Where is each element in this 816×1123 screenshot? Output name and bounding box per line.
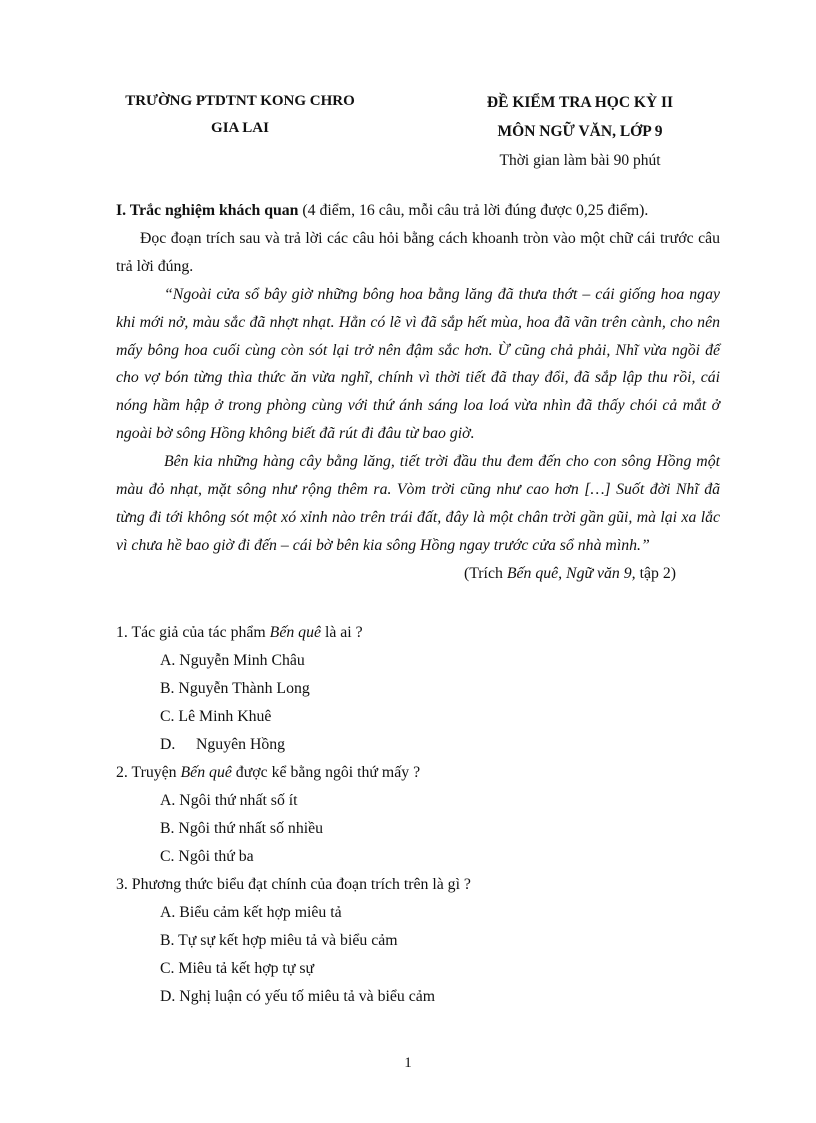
- question-2-option-a: A. Ngôi thứ nhất số ít: [160, 792, 298, 809]
- question-3-option-d: D. Nghị luận có yếu tố miêu tả và biểu cảm: [160, 988, 436, 1005]
- question-1-option-d: D. Nguyên Hồng: [160, 736, 286, 753]
- question-3-option-c: C. Miêu tả kết hợp tự sự: [160, 960, 315, 977]
- section-1: [116, 197, 720, 588]
- school-name: TRƯỜNG PTDTNT KONG CHRO: [125, 93, 355, 109]
- question-3: 3. Phương thức biểu đạt chính của đoạn trích trên là gì ?: [116, 876, 471, 893]
- question-1-option-b: B. Nguyễn Thành Long: [160, 680, 310, 697]
- question-2-option-b: B. Ngôi thứ nhất số nhiều: [160, 820, 324, 837]
- exam-title: ĐỀ KIỂM TRA HỌC KỲ II: [486, 94, 674, 111]
- question-2-option-c: C. Ngôi thứ ba: [160, 848, 254, 865]
- question-1-option-a: A. Nguyễn Minh Châu: [160, 652, 305, 669]
- question-1-option-c: C. Lê Minh Khuê: [160, 708, 272, 725]
- section-1-note: (4 điểm, 16 câu, mỗi câu trả lời đúng được 0,25 điểm).: [298, 202, 649, 219]
- instruction: Đọc đoạn trích sau và trả lời các câu hỏi bằng cách khoanh tròn vào một chữ cái trước câu trả lời đúng.: [116, 229, 720, 275]
- section-1-heading: [116, 197, 720, 225]
- exam-subject: MÔN NGỮ VĂN, LỚP 9: [497, 123, 663, 140]
- question-2: 2. Truyện Bến quê được kể bằng ngôi thứ mấy ?: [116, 764, 421, 781]
- passage-paragraph-1: “Ngoài cửa sổ bây giờ những bông hoa bằng lăng đã thưa thớt – cái giống hoa ngay khi mới nở, màu sắc đã nhợt nhạt. Hẳn có lẽ vì đã sắp hết mùa, hoa đã vãn trên cành, cho nên mấy bông hoa cuối cùng còn sót lại trở nên đậm sắc hơn. Ừ cũng chả phải, Nhĩ vừa ngồi để cho vợ bón từng thìa thức ăn vừa nghĩ, chính vì thời tiết đã thay đổi, đã sắp lập thu rồi, cái nóng hầm hập ở trong phòng cùng với thứ ánh sáng loa loá vừa nhìn đã thấy chói cả mắt ở ngoài bờ sông Hồng không biết đã rút đi đâu từ bao giờ.: [116, 285, 720, 443]
- school-province: GIA LAI: [211, 120, 269, 136]
- question-3-option-b: B. Tự sự kết hợp miêu tả và biểu cảm: [160, 932, 398, 949]
- exam-header: [430, 88, 730, 175]
- section-1-title: I. Trắc nghiệm khách quan: [116, 202, 299, 219]
- question-3-option-a: A. Biểu cảm kết hợp miêu tả: [160, 904, 342, 921]
- exam-time: Thời gian làm bài 90 phút: [499, 152, 661, 169]
- page-number: 1: [404, 1055, 412, 1071]
- school-header: [60, 88, 420, 142]
- passage-source: (Trích Bến quê, Ngữ văn 9, tập 2): [463, 564, 676, 582]
- question-block: [116, 619, 720, 1011]
- source-title: Bến quê, Ngữ văn 9,: [506, 564, 636, 582]
- question-1: 1. Tác giả của tác phẩm Bến quê là ai ?: [116, 624, 363, 641]
- passage-paragraph-2: Bên kia những hàng cây bằng lăng, tiết trời đầu thu đem đến cho con sông Hồng một màu đỏ nhạt, mặt sông như rộng thêm ra. Vòm trời cũng như cao hơn […] Suốt đời Nhĩ đã từng đi tới không sót một xó xỉnh nào trên trái đất, đây là một chân trời gần gũi, mà lại xa lắc vì chưa hề bao giờ đi đến – cái bờ bên kia sông Hồng ngay trước cửa sổ nhà mình.”: [116, 453, 720, 554]
